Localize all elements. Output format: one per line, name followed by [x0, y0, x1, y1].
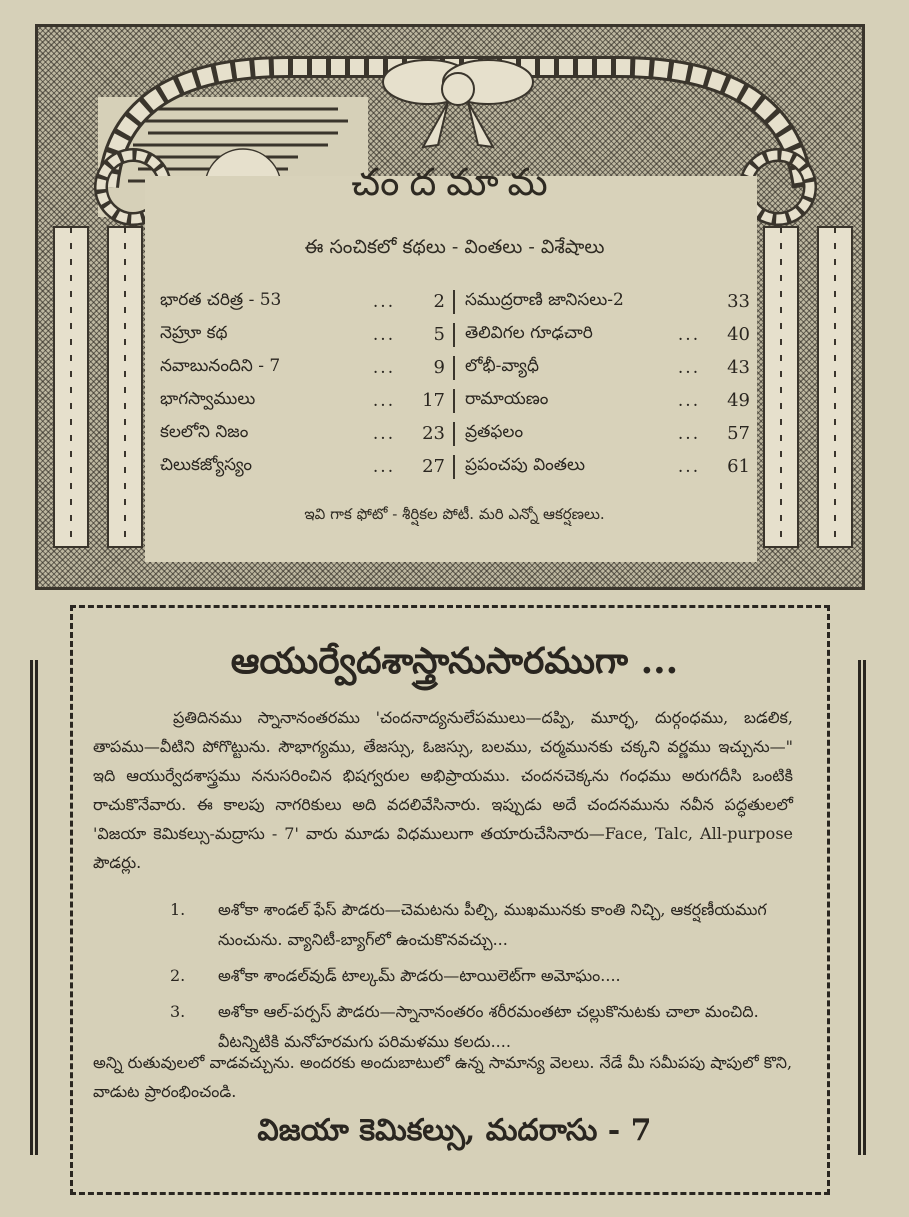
table-of-contents — [160, 285, 750, 483]
ad-company-signature: విజయా కెమికల్సు, మదరాసు - 7 — [257, 1113, 652, 1148]
right-border-bar — [858, 660, 866, 1155]
toc-leader: ... — [677, 357, 701, 378]
toc-page-number: 17 — [422, 390, 445, 411]
toc-leader: ... — [372, 423, 396, 444]
ad-headline: ఆయుర్వేదశాస్త్రానుసారముగా ... — [230, 640, 679, 682]
toc-page-number: 5 — [433, 324, 445, 345]
toc-row — [160, 285, 750, 318]
toc-leader: ... — [372, 291, 396, 312]
item-text: అశోకా శాండల్ ఫేస్ పౌడరు—చెమటను పీల్చి, ముఖమునకు కాంతి నిచ్చి, ఆకర్షణీయముగ నుంచును. వ్యానిటీ-బ్యాగ్‌లో ఉంచుకొనవచ్చు... — [218, 900, 767, 949]
item-text: అశోకా ఆల్-పర్పస్ పౌడరు—స్నానానంతరం శరీరమంతటా చల్లుకొనుటకు చాలా మంచిది. వీటన్నిటికి మనోహరమగు పరిమళము కలదు.... — [218, 1002, 759, 1051]
magazine-title: చందమామ — [351, 160, 558, 204]
toc-leader: ... — [677, 324, 701, 345]
toc-page-number: 2 — [433, 291, 445, 312]
item-number: 3. — [170, 1002, 186, 1021]
toc-leader: ... — [677, 423, 701, 444]
toc-leader: ... — [372, 390, 396, 411]
list-item — [170, 895, 810, 955]
toc-leader: ... — [677, 456, 701, 477]
toc-leader: ... — [372, 357, 396, 378]
left-border-bar — [30, 660, 38, 1155]
toc-page-number: 23 — [422, 423, 445, 444]
toc-page-number: 27 — [422, 456, 445, 477]
toc-page-number: 61 — [727, 456, 750, 477]
contents-heading: ఈ సంచికలో కథలు - వింతలు - విశేషాలు — [304, 236, 605, 258]
toc-page-number: 57 — [727, 423, 750, 444]
ad-body-text: ప్రతిదినము స్నానానంతరము 'చందనాద్యనులేపములు—దప్పి, మూర్ఛ, దుర్గంధము, బడలిక, తాపము—వీటిని పోగొట్టును. సౌభాగ్యము, తేజస్సు, ఓజస్సు, బలము, చర్మమునకు చక్కని వర్ణము ఇచ్చును—" ఇది ఆయుర్వేదశాస్త్రము ననుసరించిన భిషగ్వరుల అభిప్రాయము. చందనచెక్కను గంధము అరుగదీసి ఒంటికి రాచుకొనేవారు. ఈ కాలపు నాగరికులు అది వదలివేసినారు. ఇప్పుడు అదే చందనమును నవీన పద్ధతులలో 'విజయా కెమికల్సు-మద్రాసు - 7' వారు మూడు విధములుగా తయారుచేసినారు—Face, Talc, All-purpose పౌడర్లు. — [93, 708, 793, 872]
toc-leader: ... — [372, 456, 396, 477]
toc-entry-title[interactable]: వ్రతఫలం — [465, 421, 524, 442]
toc-row — [160, 450, 750, 483]
product-list — [170, 895, 810, 1063]
toc-page-number: 49 — [727, 390, 750, 411]
toc-page-number: 9 — [433, 357, 445, 378]
toc-page-number: 43 — [727, 357, 750, 378]
item-number: 1. — [170, 900, 186, 919]
toc-entry-title[interactable]: లోభీ-వ్యాధీ — [465, 355, 539, 376]
contents-footer-note: ఇవి గాక ఫోటో - శీర్షికల పోటీ. మరి ఎన్నో ఆకర్షణలు. — [304, 505, 605, 523]
toc-row — [160, 318, 750, 351]
toc-entry-title[interactable]: కలలోని నిజం — [160, 421, 249, 442]
toc-entry-title[interactable]: రామాయణం — [465, 388, 549, 409]
item-text: అశోకా శాండల్‌వుడ్ టాల్కమ్ పౌడరు—టాయిలెట్‌గా అమోఘం.... — [218, 966, 621, 985]
toc-row — [160, 384, 750, 417]
toc-row — [160, 417, 750, 450]
toc-entry-title[interactable]: చిలుకజ్యోస్యం — [160, 454, 252, 475]
toc-page-number: 40 — [727, 324, 750, 345]
toc-leader: ... — [677, 390, 701, 411]
ribbon-bow — [383, 60, 533, 147]
toc-entry-title[interactable]: సముద్రరాణి జానిసలు-2 — [465, 289, 624, 310]
toc-entry-title[interactable]: నెహ్రూ కథ — [160, 322, 228, 343]
item-number: 2. — [170, 966, 186, 985]
ad-closing-text: అన్ని రుతువులలో వాడవచ్చును. అందరకు అందుబాటులో ఉన్న సామాన్య వెలలు. నేడే మీ సమీపపు షాపులో కొని, వాడుట ప్రారంభించండి. — [93, 1053, 793, 1101]
toc-entry-title[interactable]: నవాబునందిని - 7 — [160, 355, 281, 376]
toc-entry-title[interactable]: ప్రపంచపు వింతలు — [465, 454, 585, 475]
list-item — [170, 961, 810, 991]
toc-entry-title[interactable]: భారత చరిత్ర - 53 — [160, 289, 282, 310]
toc-entry-title[interactable]: తెలివిగల గూఢచారి — [465, 322, 593, 343]
toc-leader: ... — [372, 324, 396, 345]
toc-row — [160, 351, 750, 384]
toc-page-number: 33 — [727, 291, 750, 312]
right-tassel — [764, 227, 852, 547]
left-tassel — [54, 227, 142, 547]
toc-entry-title[interactable]: భాగస్వాములు — [160, 388, 256, 409]
